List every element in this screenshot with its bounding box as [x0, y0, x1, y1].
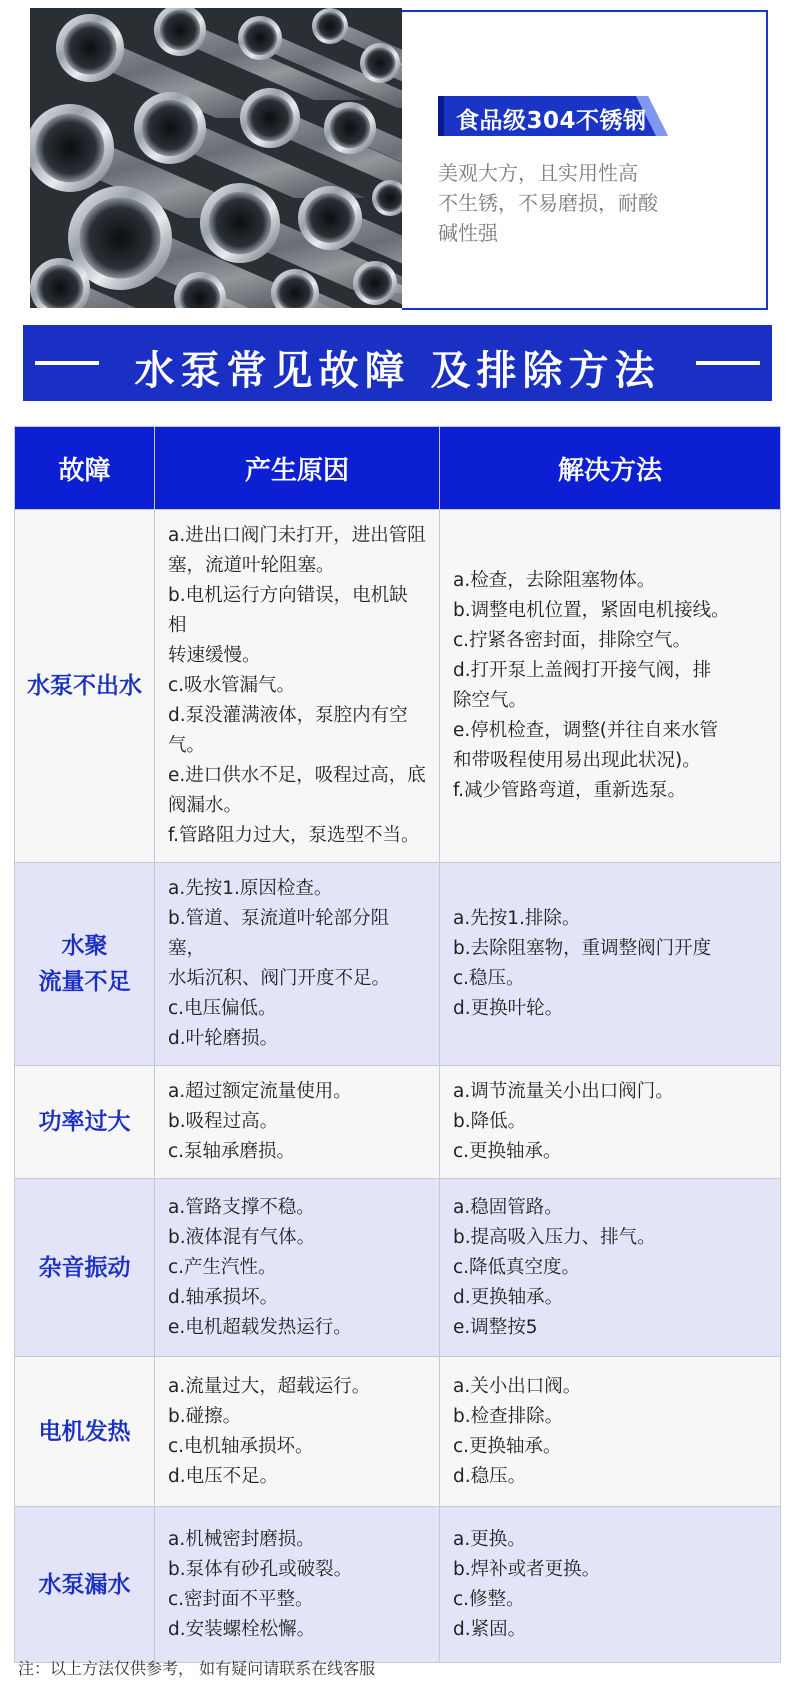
cause-line: f.管路阻力过大，泵选型不当。 [168, 825, 420, 846]
solution-line: c.拧紧各密封面，排除空气。 [453, 630, 692, 651]
cause-line: d.电压不足。 [168, 1465, 279, 1487]
troubleshooting-table [14, 426, 781, 1663]
cause-line: b.电机运行方向错误，电机缺相 [168, 585, 408, 636]
cause-line: c.电压偏低。 [168, 998, 277, 1019]
cause-line: d.叶轮磨损。 [168, 1028, 279, 1049]
cause-cell [155, 510, 440, 863]
solution-line: b.检查排除。 [453, 1405, 564, 1427]
cause-line: d.安装螺栓松懈。 [168, 1618, 316, 1640]
table-row [15, 510, 781, 863]
feature-text [438, 158, 758, 248]
table-row [15, 1507, 781, 1663]
solution-line: a.先按1.排除。 [453, 908, 581, 929]
fault-name [15, 1507, 155, 1663]
cause-line: c.密封面不平整。 [168, 1588, 314, 1610]
cause-line: a.管路支撑不稳。 [168, 1196, 315, 1218]
cause-line: b.碰擦。 [168, 1405, 242, 1427]
solution-line: 和带吸程使用易出现此状况)。 [453, 750, 701, 771]
solution-cell [440, 863, 781, 1066]
cause-line: e.进口供水不足，吸程过高，底 [168, 765, 426, 786]
fault-name-line: 杂音振动 [38, 1254, 131, 1281]
section-title-bar [23, 325, 772, 401]
solution-line: b.调整电机位置，紧固电机接线。 [453, 600, 730, 621]
material-tag [438, 96, 668, 136]
cause-line: a.进出口阀门未打开，进出管阻 [168, 525, 426, 546]
product-banner [30, 8, 770, 308]
cause-line: d.泵没灌满液体，泵腔内有空气。 [168, 705, 408, 756]
fault-name [15, 1179, 155, 1357]
fault-name [15, 1357, 155, 1507]
cause-line: c.吸水管漏气。 [168, 675, 296, 696]
cause-line: 阀漏水。 [168, 795, 243, 816]
feature-line: 碱性强 [438, 221, 498, 245]
feature-box [402, 10, 768, 310]
solution-line: f.减少管路弯道，重新选泵。 [453, 780, 687, 801]
cause-line: c.电机轴承损坏。 [168, 1435, 314, 1457]
solution-line: d.更换轴承。 [453, 1286, 564, 1308]
fault-name-line: 功率过大 [38, 1109, 131, 1135]
fault-name-line: 水聚 [61, 933, 108, 959]
solution-line: d.紧固。 [453, 1618, 527, 1640]
cause-line: e.电机超载发热运行。 [168, 1316, 352, 1338]
footer-note: 注：以上方法仅供参考， 如有疑问请联系在线客服 [18, 1659, 376, 1678]
solution-line: c.降低真空度。 [453, 1256, 581, 1278]
cause-line: a.流量过大，超载运行。 [168, 1375, 371, 1397]
fault-name [15, 510, 155, 863]
cause-line: c.泵轴承磨损。 [168, 1141, 296, 1162]
table-row [15, 1179, 781, 1357]
solution-line: a.检查，去除阻塞物体。 [453, 570, 656, 591]
solution-line: e.停机检查，调整(并往自来水管 [453, 720, 718, 741]
cause-cell [155, 1507, 440, 1663]
cause-line: b.液体混有气体。 [168, 1226, 316, 1248]
cause-line: b.泵体有砂孔或破裂。 [168, 1558, 353, 1580]
section-title: 水泵常见故障 及排除方法 [134, 348, 661, 394]
solution-cell [440, 1066, 781, 1179]
cause-line: c.产生汽性。 [168, 1256, 277, 1278]
table-row [15, 1357, 781, 1507]
solution-line: a.关小出口阀。 [453, 1375, 582, 1397]
fault-name-line: 电机发热 [38, 1418, 131, 1445]
solution-line: a.调节流量关小出口阀门。 [453, 1081, 674, 1102]
cause-cell [155, 1066, 440, 1179]
solution-line: 除空气。 [453, 690, 528, 711]
solution-line: b.焊补或者更换。 [453, 1558, 601, 1580]
column-header-solution: 解决方法 [440, 427, 781, 510]
cause-line: 塞，流道叶轮阻塞。 [168, 555, 335, 576]
fault-name-line: 水泵漏水 [38, 1571, 131, 1598]
solution-cell [440, 1507, 781, 1663]
solution-line: a.稳固管路。 [453, 1196, 563, 1218]
fault-name [15, 1066, 155, 1179]
solution-line: b.去除阻塞物，重调整阀门开度 [453, 938, 712, 959]
column-header-cause: 产生原因 [155, 427, 440, 510]
column-header-fault: 故障 [15, 427, 155, 510]
table-row [15, 1066, 781, 1179]
feature-line: 美观大方，且实用性高 [438, 161, 638, 185]
material-tag-label: 食品级304不锈钢 [456, 108, 647, 134]
solution-line: a.更换。 [453, 1528, 526, 1550]
cause-line: a.先按1.原因检查。 [168, 878, 333, 899]
cause-line: 水垢沉积、阀门开度不足。 [168, 968, 391, 989]
solution-line: d.更换叶轮。 [453, 998, 564, 1019]
fault-name [15, 863, 155, 1066]
fault-name-line: 水泵不出水 [27, 673, 142, 699]
solution-line: c.稳压。 [453, 968, 525, 989]
fault-name-line: 流量不足 [38, 969, 131, 995]
table-header-row [15, 427, 781, 510]
pipes-illustration [30, 8, 402, 308]
solution-cell [440, 1179, 781, 1357]
solution-line: c.更换轴承。 [453, 1141, 562, 1162]
solution-line: e.调整按5 [453, 1316, 538, 1338]
stainless-pipes-photo [30, 8, 402, 308]
solution-line: d.稳压。 [453, 1465, 527, 1487]
solution-cell [440, 510, 781, 863]
cause-line: b.管道、泵流道叶轮部分阻塞， [168, 908, 390, 959]
cause-cell [155, 863, 440, 1066]
cause-cell [155, 1357, 440, 1507]
solution-line: b.降低。 [453, 1111, 527, 1132]
solution-line: c.修整。 [453, 1588, 525, 1610]
solution-line: d.打开泵上盖阀打开接气阀，排 [453, 660, 712, 681]
solution-cell [440, 1357, 781, 1507]
cause-cell [155, 1179, 440, 1357]
solution-line: b.提高吸入压力、排气。 [453, 1226, 656, 1248]
cause-line: d.轴承损坏。 [168, 1286, 279, 1308]
cause-line: a.机械密封磨损。 [168, 1528, 315, 1550]
feature-line: 不生锈，不易磨损，耐酸 [438, 191, 658, 215]
solution-line: c.更换轴承。 [453, 1435, 562, 1457]
title-decoration-right [696, 361, 760, 365]
cause-line: a.超过额定流量使用。 [168, 1081, 352, 1102]
cause-line: 转速缓慢。 [168, 645, 261, 666]
table-row [15, 863, 781, 1066]
cause-line: b.吸程过高。 [168, 1111, 279, 1132]
